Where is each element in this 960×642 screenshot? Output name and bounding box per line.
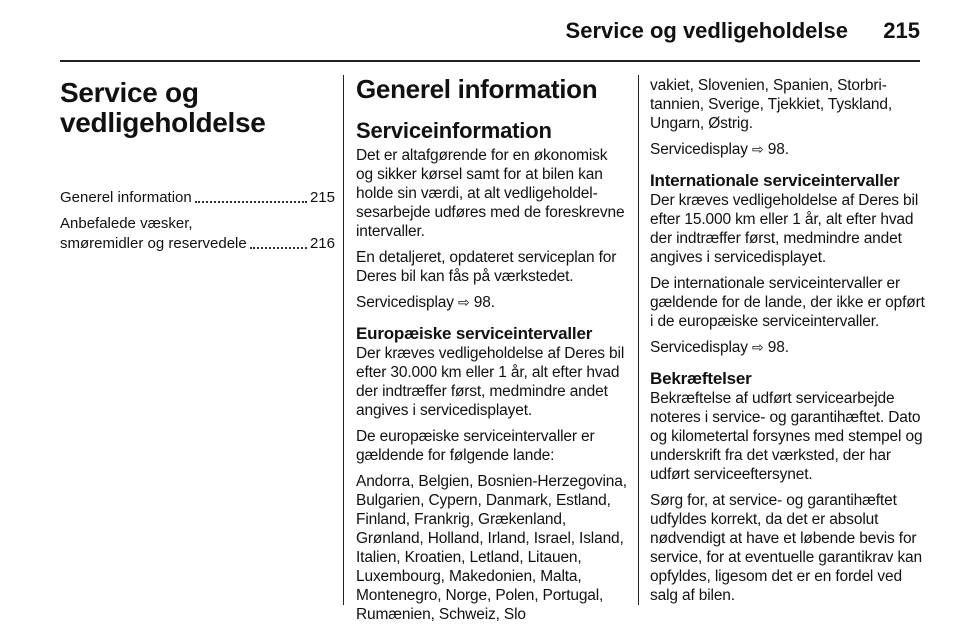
arrow-right-icon: ⇨ — [458, 294, 470, 310]
toc-leader-dots — [195, 201, 307, 203]
arrow-right-icon: ⇨ — [752, 339, 764, 355]
column-3 — [650, 68, 925, 612]
paragraph: De europæiske serviceintervaller er gældende for følgende lande: — [356, 428, 595, 464]
reference-label: Servicedisplay — [650, 339, 748, 356]
toc-entry-page: 216 — [309, 235, 335, 252]
cross-reference[interactable] — [650, 140, 925, 159]
reference-page: 98. — [767, 339, 789, 356]
column-divider-2 — [638, 75, 639, 605]
paragraph: Det er altafgørende for en økonomisk og sikker kørsel samt for at bilen kan holde sin værdi, at alt vedligeholdelsesarbejde udføres med de foreskrevne intervaller. — [356, 147, 625, 240]
chapter-title-line1: Service og — [60, 77, 199, 108]
column-2 — [356, 68, 628, 631]
paragraph: De internationale serviceintervaller er gældende for de lande, der ikke er opført i de europæiske serviceintervaller. — [650, 275, 925, 330]
toc-entry-general-information[interactable] — [60, 188, 335, 208]
toc-entry-text: Generel information — [60, 189, 192, 206]
paragraph: Der kræves vedligeholdelse af Deres bil efter 30.000 km eller 1 år, alt efter hvad der indtræffer først, medmindre andet angives i servicedisplayet. — [356, 345, 625, 419]
column-divider-1 — [343, 75, 344, 605]
cross-reference[interactable] — [356, 293, 628, 312]
heading-european-intervals: Europæiske serviceintervaller — [356, 324, 593, 343]
paragraph: Der kræves vedligeholdelse af Deres bil efter 15.000 km eller 1 år, alt efter hvad der indtræffer først, medmindre andet angives i servicedisplayet. — [650, 192, 919, 266]
column-1 — [60, 68, 335, 260]
toc-leader-dots — [250, 247, 307, 249]
header-rule — [60, 60, 920, 62]
chapter-title — [60, 78, 335, 138]
paragraph: Bekræftelse af udført servicearbejde noteres i service- og garantihæftet. Dato og kilometertal forsynes med stempel og underskrift fra det værksted, der har udført serviceeftersynet. — [650, 390, 923, 483]
toc-entry-fluids-line1[interactable]: Anbefalede væsker, — [60, 215, 193, 232]
cross-reference[interactable] — [650, 338, 925, 357]
subsection-title: Serviceinformation — [356, 118, 552, 143]
heading-confirmations: Bekræftelser — [650, 369, 752, 388]
section-title: Generel information — [356, 74, 598, 104]
toc-entry-fluids[interactable] — [60, 234, 335, 254]
paragraph: vakiet, Slovenien, Spanien, Storbritannien, Sverige, Tjekkiet, Tyskland, Ungarn, Østrig. — [650, 77, 893, 132]
paragraph: Sørg for, at service- og garantihæftet udfyldes korrekt, da det er absolut nødvendigt at have et løbende bevis for service, for at eventuelle garantikrav kan opfyldes, ligesom det er en fordel ved salg af bilen. — [650, 492, 922, 604]
toc-entry-text: smøremidler og reservedele — [60, 235, 247, 252]
chapter-title-line2: vedligeholdelse — [60, 107, 266, 138]
reference-label: Servicedisplay — [650, 141, 748, 158]
reference-page: 98. — [473, 294, 495, 311]
arrow-right-icon: ⇨ — [752, 141, 764, 157]
page-header — [0, 14, 960, 54]
reference-page: 98. — [767, 141, 789, 158]
toc-entry-page: 215 — [309, 189, 335, 206]
reference-label: Servicedisplay — [356, 294, 454, 311]
page-number: 215 — [883, 18, 920, 43]
paragraph: Andorra, Belgien, Bosnien-Herzegovina, Bulgarien, Cypern, Danmark, Estland, Finland, Frankrig, Grækenland, Grønland, Holland, Irland, Israel, Island, Italien, Kroatien, Letland, Litauen, Luxembourg, Makedonien, Malta, Montenegro, Norge, Polen, Portugal, Rumænien, Schweiz, Slo — [356, 473, 627, 623]
running-title: Service og vedligeholdelse — [565, 18, 848, 43]
heading-international-intervals: Internationale serviceintervaller — [650, 171, 900, 190]
table-of-contents — [60, 188, 335, 254]
paragraph: En detaljeret, opdateret serviceplan for Deres bil kan fås på værkstedet. — [356, 249, 617, 285]
